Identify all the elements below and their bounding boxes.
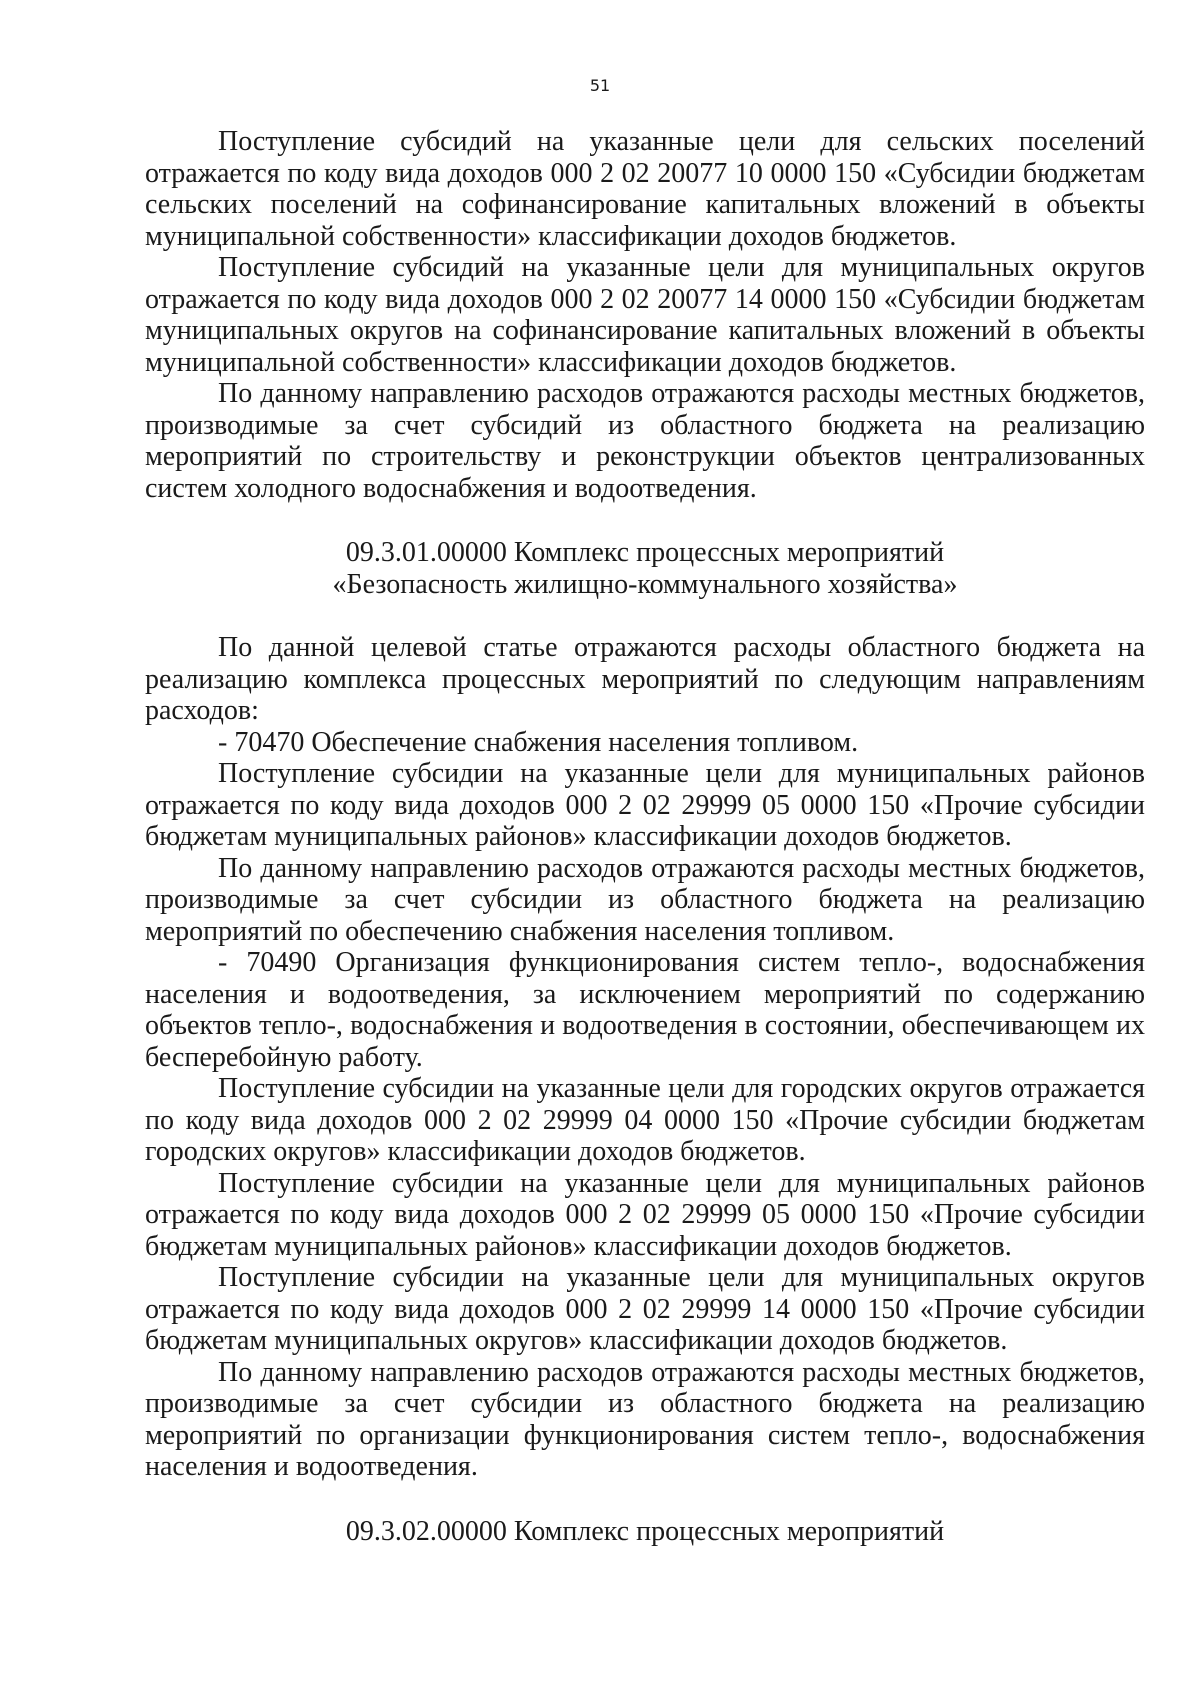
section-heading-code: 09.3.02.00000 Комплекс процессных мероприятий [345,1515,945,1547]
paragraph: По данному направлению расходов отражаются расходы местных бюджетов, производимые за счет субсидии из областного бюджета на реализацию мероприятий по обеспечению снабжения населения топливом. [145,852,1145,947]
section-heading [145,1516,1145,1548]
paragraph: По данной целевой статье отражаются расходы областного бюджета на реализацию комплекса процессных мероприятий по следующим направлениям расходов: [145,632,1145,726]
section-heading-code: 09.3.01.00000 Комплекс процессных мероприятий [345,537,945,568]
list-item: - 70490 Организация функционирования систем тепло-, водоснабжения населения и водоотведения, за исключением мероприятий по содержанию объектов тепло-, водоснабжения и водоотведения в состоянии, обеспечивающем их бесперебойную работу. [145,947,1145,1073]
paragraph: Поступление субсидии на указанные цели для городских округов отражается по коду вида доходов 000 2 02 29999 04 0000 150 «Прочие субсидии бюджетам городских округов» классификации доходов бюджетов. [145,1073,1145,1167]
paragraph: Поступление субсидии на указанные цели для муниципальных районов отражается по коду вида доходов 000 2 02 29999 05 0000 150 «Прочие субсидии бюджетам муниципальных районов» классификации доходов бюджетов. [145,758,1145,852]
list-item: - 70470 Обеспечение снабжения населения топливом. [218,726,859,758]
document-body [145,126,1145,1547]
section-heading-title: «Безопасность жилищно-коммунального хозяйства» [332,568,958,600]
page-number: 51 [589,76,611,95]
paragraph: Поступление субсидий на указанные цели для муниципальных округов отражается по коду вида доходов 000 2 02 20077 14 0000 150 «Субсидии бюджетам муниципальных округов на софинансирование капитальных вложений в объекты муниципальной собственности» классификации доходов бюджетов. [145,252,1145,378]
paragraph: По данному направлению расходов отражаются расходы местных бюджетов, производимые за счет субсидий из областного бюджета на реализацию мероприятий по строительству и реконструкции объектов централизованных систем холодного водоснабжения и водоотведения. [145,378,1145,504]
paragraph: По данному направлению расходов отражаются расходы местных бюджетов, производимые за счет субсидии из областного бюджета на реализацию мероприятий по организации функционирования систем тепло-, водоснабжения населения и водоотведения. [145,1356,1145,1482]
section-heading [145,537,1145,600]
paragraph: Поступление субсидий на указанные цели для сельских поселений отражается по коду вида доходов 000 2 02 20077 10 0000 150 «Субсидии бюджетам сельских поселений на софинансирование капитальных вложений в объекты муниципальной собственности» классификации доходов бюджетов. [145,126,1145,252]
paragraph: Поступление субсидии на указанные цели для муниципальных районов отражается по коду вида доходов 000 2 02 29999 05 0000 150 «Прочие субсидии бюджетам муниципальных районов» классификации доходов бюджетов. [145,1167,1145,1262]
paragraph: Поступление субсидии на указанные цели для муниципальных округов отражается по коду вида доходов 000 2 02 29999 14 0000 150 «Прочие субсидии бюджетам муниципальных округов» классификации доходов бюджетов. [145,1262,1145,1356]
